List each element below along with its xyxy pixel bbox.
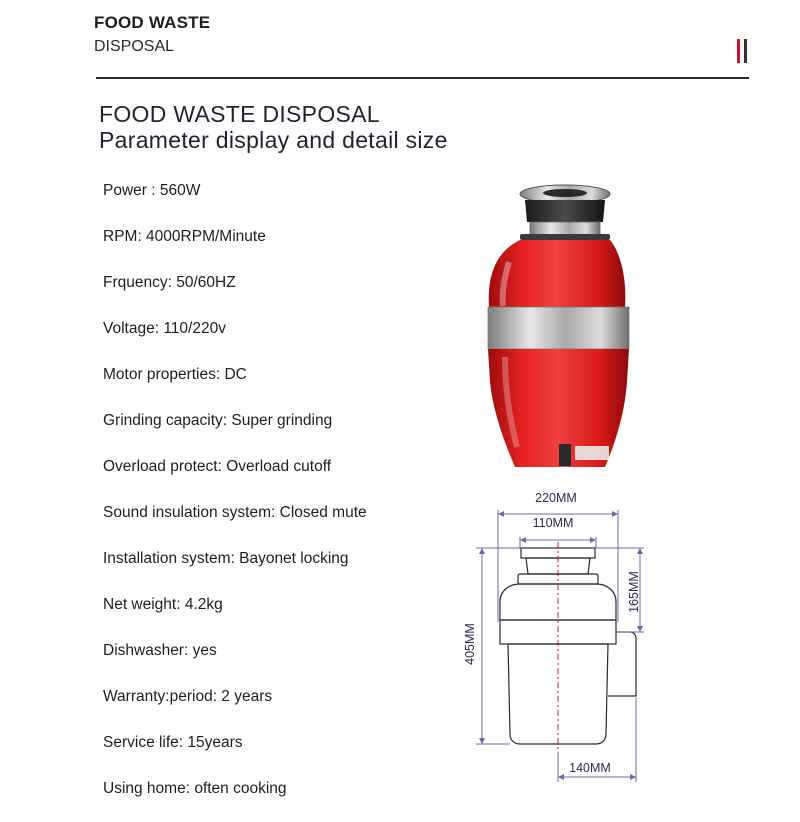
spec-rpm: RPM: 4000RPM/Minute <box>103 228 266 245</box>
product-label <box>575 446 609 460</box>
heading-subtitle: Parameter display and detail size <box>99 127 448 153</box>
spec-installation: Installation system: Bayonet locking <box>103 550 349 567</box>
spec-list <box>103 178 367 822</box>
power-port <box>559 444 571 466</box>
brand-subtitle: DISPOSAL <box>94 38 175 55</box>
spec-using-home: Using home: often cooking <box>103 780 287 797</box>
dimension-lines <box>476 510 644 782</box>
spec-warranty: Warranty:period: 2 years <box>103 688 273 705</box>
spec-dishwasher: Dishwasher: yes <box>103 642 217 659</box>
spec-overload: Overload protect: Overload cutoff <box>103 458 332 475</box>
dim-width-inlet: 110MM <box>532 516 574 530</box>
brand-block <box>94 12 210 58</box>
spec-frequency: Frquency: 50/60HZ <box>103 274 236 291</box>
spec-sound: Sound insulation system: Closed mute <box>103 504 367 521</box>
spec-service-life: Service life: 15years <box>103 734 243 751</box>
accent-bar-dark <box>744 39 747 63</box>
outline-drawing <box>500 548 636 744</box>
dim-width-outer: 220MM <box>535 491 577 505</box>
header-divider <box>96 77 749 79</box>
dim-height-total: 405MM <box>463 623 477 665</box>
upper-body <box>489 240 626 307</box>
steel-band <box>488 307 629 349</box>
section-heading <box>99 101 448 153</box>
spec-weight: Net weight: 4.2kg <box>103 596 223 613</box>
spec-power: Power : 560W <box>103 182 201 199</box>
accent-bar-red <box>737 39 740 63</box>
spec-motor: Motor properties: DC <box>103 366 247 383</box>
product-photo <box>475 182 655 477</box>
spec-grinding: Grinding capacity: Super grinding <box>103 412 333 429</box>
spec-voltage: Voltage: 110/220v <box>103 320 226 337</box>
dimension-diagram <box>438 482 658 782</box>
dim-height-upper: 165MM <box>627 571 641 613</box>
dim-width-base: 140MM <box>569 761 611 775</box>
mount-assembly <box>520 200 610 240</box>
brand-title: FOOD WASTE <box>94 13 211 32</box>
heading-title: FOOD WASTE DISPOSAL <box>99 101 380 127</box>
